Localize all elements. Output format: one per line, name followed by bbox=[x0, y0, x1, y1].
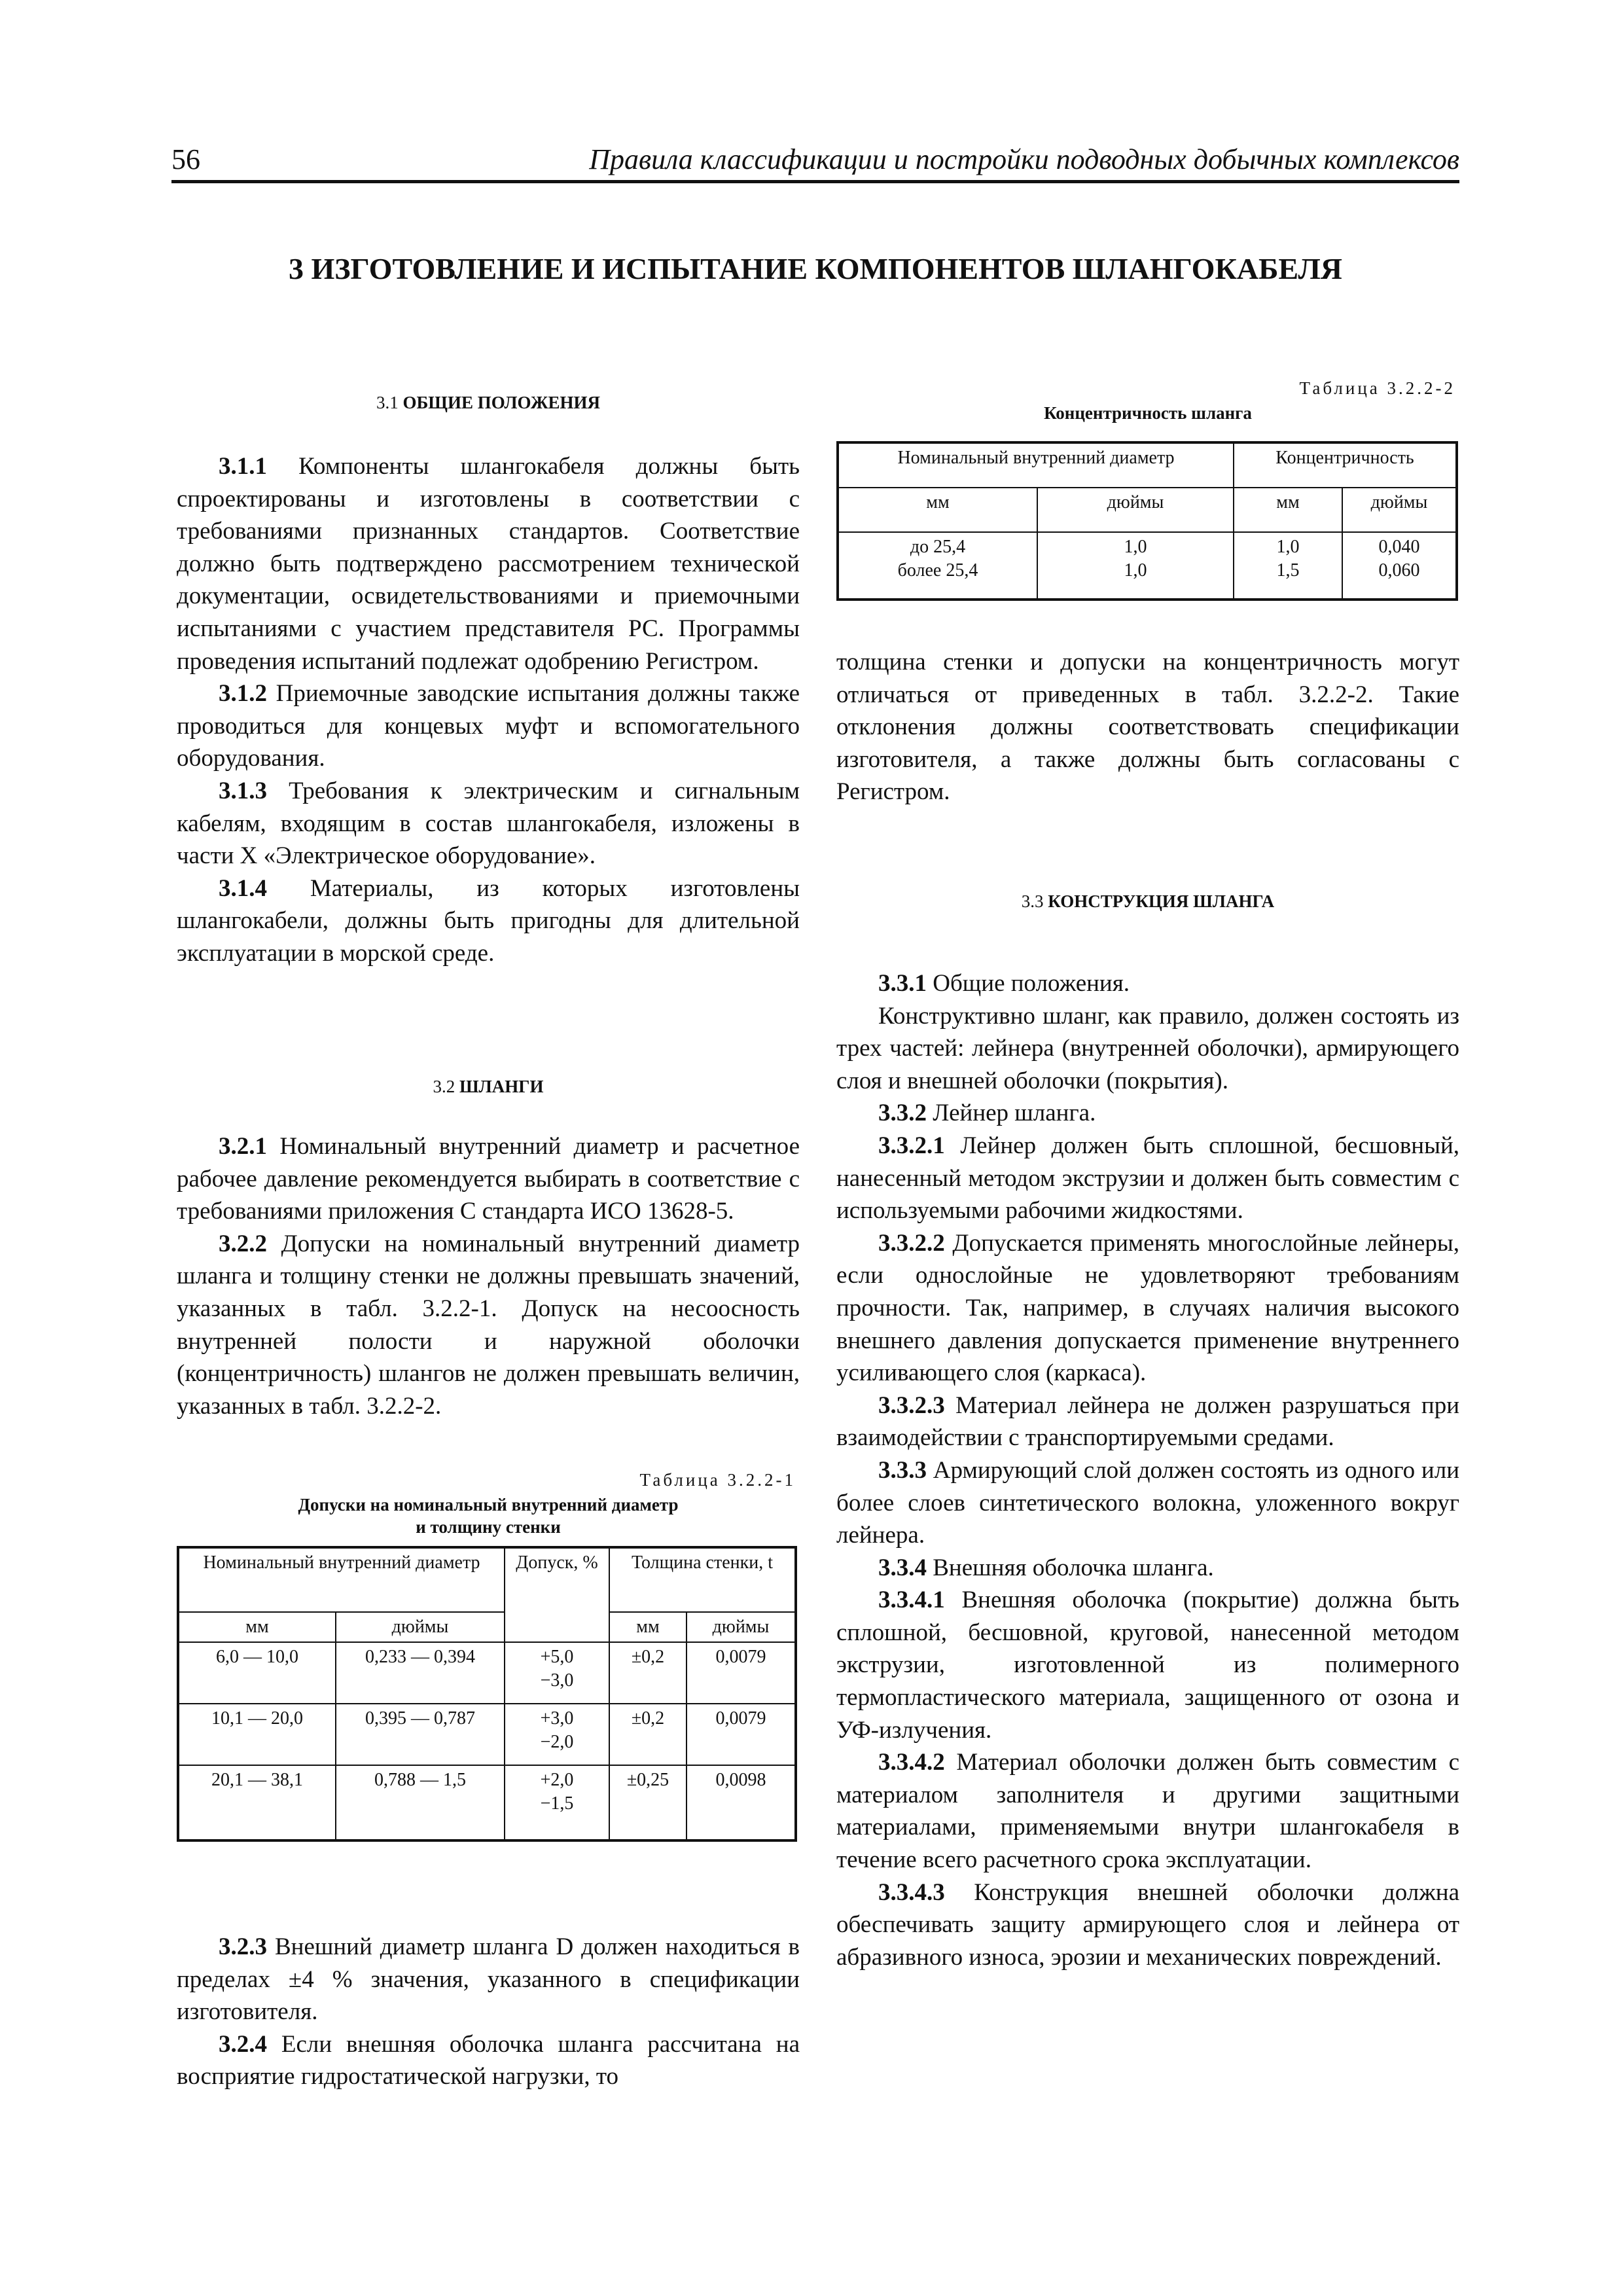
cell-tolerance bbox=[505, 1642, 609, 1704]
tolerance-plus: +3,0 bbox=[540, 1708, 574, 1729]
section-title: ШЛАНГИ bbox=[459, 1077, 544, 1096]
paragraph-3-3-2 bbox=[836, 1097, 1459, 1130]
header-nominal-diameter: Номинальный внутренний диаметр bbox=[838, 442, 1234, 488]
clause-number: 3.1.3 bbox=[219, 777, 267, 804]
clause-number: 3.2.2 bbox=[219, 1230, 267, 1257]
cell-diameter-inches: 0,788 — 1,5 bbox=[336, 1765, 505, 1840]
tolerance-minus: −3,0 bbox=[540, 1670, 574, 1691]
paragraph-3-3-4-1 bbox=[836, 1584, 1459, 1746]
cell-diameter-mm: 20,1 — 38,1 bbox=[178, 1765, 336, 1840]
section-number: 3.3 bbox=[1021, 891, 1044, 911]
subheader-mm: мм bbox=[838, 488, 1037, 532]
table-row bbox=[178, 1765, 796, 1840]
clause-text: Лейнер должен быть сплошной, бесшовный, нанесенный методом экструзии и должен быть совместим с используемыми рабочими жидкостями. bbox=[836, 1132, 1459, 1225]
paragraph-3-1-1 bbox=[177, 450, 800, 677]
clause-text: Конструкция внешней оболочки должна обеспечивать защиту армирующего слоя и лейнера от абразивного износа, эрозии и механических повреждений. bbox=[836, 1878, 1459, 1971]
tolerance-table bbox=[177, 1546, 797, 1842]
paragraph-3-3-2-2 bbox=[836, 1227, 1459, 1390]
value-upto: 1,0 bbox=[1276, 537, 1300, 557]
clause-number: 3.3.1 bbox=[878, 970, 927, 997]
clause-number: 3.3.2.3 bbox=[878, 1391, 945, 1419]
clause-text: Материал лейнера не должен разрушаться при взаимодействии с транспортируемыми средами. bbox=[836, 1391, 1459, 1452]
paragraph-3-3-2-3 bbox=[836, 1390, 1459, 1454]
table-subheader-row bbox=[178, 1612, 796, 1642]
table-row bbox=[178, 1642, 796, 1704]
concentricity-table bbox=[836, 441, 1458, 601]
paragraph-3-3-1-body: Конструктивно шланг, как правило, должен состоять из трех частей: лейнера (внутренней оболочки), армирующего слоя и внешней оболочки (покрытия). bbox=[836, 1002, 1459, 1094]
subheader-mm: мм bbox=[178, 1612, 336, 1642]
clause-number: 3.2.4 bbox=[219, 2030, 267, 2058]
tolerance-minus: −1,5 bbox=[540, 1793, 574, 1814]
clause-number: 3.3.4.2 bbox=[878, 1749, 945, 1776]
clause-text: Общие положения. bbox=[927, 970, 1130, 997]
clause-number: 3.2.1 bbox=[219, 1133, 267, 1160]
value-upto: 0,040 bbox=[1378, 537, 1420, 557]
clause-text: Внешний диаметр шланга D должен находиться в пределах ±4 % значения, указанного в спецификации изготовителя. bbox=[177, 1933, 800, 2026]
cell-tolerance bbox=[505, 1704, 609, 1765]
clause-text: Армирующий слой должен состоять из одного или более слоев синтетического волокна, уложенного вокруг лейнера. bbox=[836, 1456, 1459, 1549]
table-caption: Таблица 3.2.2-1 bbox=[639, 1470, 796, 1490]
cell-wall-inches: 0,0079 bbox=[687, 1642, 796, 1704]
page-header bbox=[171, 141, 1459, 183]
table-header-row bbox=[178, 1547, 796, 1612]
header-nominal-diameter: Номинальный внутренний диаметр bbox=[178, 1547, 505, 1612]
section-title: ОБЩИЕ ПОЛОЖЕНИЯ bbox=[402, 393, 601, 412]
section-3-2-body bbox=[177, 1130, 800, 1422]
section-3-2-continuation bbox=[836, 646, 1459, 808]
value-over: 1,0 bbox=[1124, 560, 1147, 581]
value-over: 1,5 bbox=[1276, 560, 1300, 581]
table-row bbox=[838, 532, 1457, 600]
paragraph-3-2-2 bbox=[177, 1228, 800, 1423]
section-number: 3.2 bbox=[433, 1077, 455, 1096]
clause-number: 3.1.2 bbox=[219, 680, 267, 708]
clause-text: Лейнер шланга. bbox=[927, 1100, 1096, 1127]
value-upto: 1,0 bbox=[1124, 537, 1147, 557]
chapter-title: 3 ИЗГОТОВЛЕНИЕ И ИСПЫТАНИЕ КОМПОНЕНТОВ ШЛАНГОКАБЕЛЯ bbox=[288, 252, 1343, 285]
table-title: Концентричность шланга bbox=[1044, 403, 1252, 423]
section-heading-3-2 bbox=[177, 1077, 800, 1097]
header-tolerance: Допуск, % bbox=[505, 1547, 609, 1642]
cell-concentricity-inches bbox=[1342, 532, 1457, 600]
clause-number: 3.1.4 bbox=[219, 874, 267, 902]
cell-wall-mm: ±0,2 bbox=[609, 1642, 687, 1704]
subheader-inches: дюймы bbox=[1342, 488, 1457, 532]
cell-diameter-mm: 6,0 — 10,0 bbox=[178, 1642, 336, 1704]
clause-text: Если внешняя оболочка шланга рассчитана на восприятие гидростатической нагрузки, то bbox=[177, 2030, 800, 2090]
cell-wall-inches: 0,0079 bbox=[687, 1704, 796, 1765]
table-subheader-row bbox=[838, 488, 1457, 532]
section-heading-3-3 bbox=[836, 891, 1459, 912]
table-caption: Таблица 3.2.2-2 bbox=[1299, 378, 1455, 398]
value-upto: до 25,4 bbox=[910, 537, 966, 557]
subheader-inches: дюймы bbox=[687, 1612, 796, 1642]
clause-number: 3.3.2.2 bbox=[878, 1229, 945, 1257]
subheader-inches: дюймы bbox=[1037, 488, 1234, 532]
tolerance-plus: +5,0 bbox=[540, 1647, 574, 1667]
clause-text: Номинальный внутренний диаметр и расчетное рабочее давление рекомендуется выбирать в соответствие с требованиями приложения С стандарта ИСО 13628-5. bbox=[177, 1133, 800, 1225]
cell-diameter-inches: 0,395 — 0,787 bbox=[336, 1704, 505, 1765]
clause-text: Приемочные заводские испытания должны также проводиться для концевых муфт и вспомогательного оборудования. bbox=[177, 680, 800, 772]
value-over: более 25,4 bbox=[897, 560, 978, 581]
subheader-mm: мм bbox=[609, 1612, 687, 1642]
page-number: 56 bbox=[171, 143, 200, 175]
section-3-2-body-cont bbox=[177, 1931, 800, 2093]
clause-number: 3.3.4 bbox=[878, 1554, 927, 1581]
clause-text: Материал оболочки должен быть совместим с материалом заполнителя и другими защитными материалами, применяемыми внутри шлангокабеля в течение всего расчетного срока эксплуатации. bbox=[836, 1749, 1459, 1874]
clause-number: 3.2.3 bbox=[219, 1933, 267, 1960]
subheader-mm: мм bbox=[1234, 488, 1342, 532]
section-3-3-body bbox=[836, 967, 1459, 1973]
table-title-line2: и толщину стенки bbox=[416, 1517, 561, 1537]
cell-wall-mm: ±0,25 bbox=[609, 1765, 687, 1840]
paragraph-3-2-1 bbox=[177, 1130, 800, 1228]
clause-text: Допускается применять многослойные лейнеры, если однослойные не удовлетворяют требованиям прочности. Так, например, в случаях наличия высокого внешнего давления допускается применение внутреннего усиливающего слоя (каркаса). bbox=[836, 1229, 1459, 1387]
tolerance-minus: −2,0 bbox=[540, 1732, 574, 1752]
tolerance-plus: +2,0 bbox=[540, 1770, 574, 1790]
paragraph-3-3-4 bbox=[836, 1552, 1459, 1585]
subheader-inches: дюймы bbox=[336, 1612, 505, 1642]
cell-wall-mm: ±0,2 bbox=[609, 1704, 687, 1765]
section-3-1-body bbox=[177, 450, 800, 970]
clause-number: 3.3.3 bbox=[878, 1456, 927, 1484]
cell-diameter-inches bbox=[1037, 532, 1234, 600]
paragraph-3-1-4 bbox=[177, 872, 800, 970]
clause-text: Внешняя оболочка шланга. bbox=[927, 1554, 1214, 1581]
cell-diameter-mm: 10,1 — 20,0 bbox=[178, 1704, 336, 1765]
table-title-line1: Допуски на номинальный внутренний диаметр bbox=[298, 1495, 679, 1515]
cell-diameter-inches: 0,233 — 0,394 bbox=[336, 1642, 505, 1704]
cell-wall-inches: 0,0098 bbox=[687, 1765, 796, 1840]
table-header-row bbox=[838, 442, 1457, 488]
clause-number: 3.3.4.3 bbox=[878, 1878, 945, 1906]
cell-diameter-mm bbox=[838, 532, 1037, 600]
clause-number: 3.3.2 bbox=[878, 1100, 927, 1127]
paragraph-3-1-2 bbox=[177, 677, 800, 775]
paragraph-3-1-3 bbox=[177, 775, 800, 872]
paragraph-3-3-2-1 bbox=[836, 1130, 1459, 1227]
header-concentricity: Концентричность bbox=[1234, 442, 1457, 488]
paragraph-3-3-4-3 bbox=[836, 1876, 1459, 1974]
value-over: 0,060 bbox=[1378, 560, 1420, 581]
clause-number: 3.3.2.1 bbox=[878, 1132, 945, 1159]
header-wall-thickness: Толщина стенки, t bbox=[609, 1547, 796, 1612]
paragraph-3-2-3 bbox=[177, 1931, 800, 2028]
paragraph-3-2-4-continued: толщина стенки и допуски на концентричность могут отличаться от приведенных в табл. 3.2.2-2. Такие отклонения должны соответствовать спецификации изготовителя, а также должны быть согласованы с Регистром. bbox=[836, 649, 1459, 806]
clause-text: Требования к электрическим и сигнальным кабелям, входящим в состав шлангокабеля, изложены в части X «Электрическое оборудование». bbox=[177, 777, 800, 870]
paragraph-3-3-4-2 bbox=[836, 1746, 1459, 1876]
section-title: КОНСТРУКЦИЯ ШЛАНГА bbox=[1048, 891, 1275, 911]
clause-text: Внешняя оболочка (покрытие) должна быть сплошной, бесшовной, круговой, нанесенной методом экструзии, изготовленной из полимерного термопластического материала, защищенного от озона и УФ-излучения. bbox=[836, 1587, 1459, 1744]
paragraph-3-3-1 bbox=[836, 967, 1459, 1000]
section-number: 3.1 bbox=[376, 393, 399, 412]
running-title: Правила классификации и постройки подводных добычных комплексов bbox=[589, 143, 1459, 175]
cell-tolerance bbox=[505, 1765, 609, 1840]
clause-text: Компоненты шлангокабеля должны быть спроектированы и изготовлены в соответствии с требованиями признанных стандартов. Соответствие должно быть подтверждено рассмотрением технической документации, освидетельствованиями и приемочными испытаниями с участием представителя РС. Программы проведения испытаний подлежат одобрению Регистром. bbox=[177, 453, 800, 675]
paragraph-3-3-3 bbox=[836, 1454, 1459, 1552]
clause-text: Материалы, из которых изготовлены шлангокабели, должны быть пригодны для длительной эксплуатации в морской среде. bbox=[177, 874, 800, 967]
paragraph-3-2-4 bbox=[177, 2028, 800, 2093]
clause-number: 3.3.4.1 bbox=[878, 1587, 945, 1614]
clause-number: 3.1.1 bbox=[219, 453, 267, 480]
table-row bbox=[178, 1704, 796, 1765]
section-heading-3-1 bbox=[177, 393, 800, 413]
cell-concentricity-mm bbox=[1234, 532, 1342, 600]
clause-text: Допуски на номинальный внутренний диаметр шланга и толщину стенки не должны превышать значений, указанных в табл. 3.2.2-1. Допуск на несоосность внутренней полости и наружной оболочки (концентричность) шлангов не должен превышать величин, указанных в табл. 3.2.2-2. bbox=[177, 1230, 800, 1420]
